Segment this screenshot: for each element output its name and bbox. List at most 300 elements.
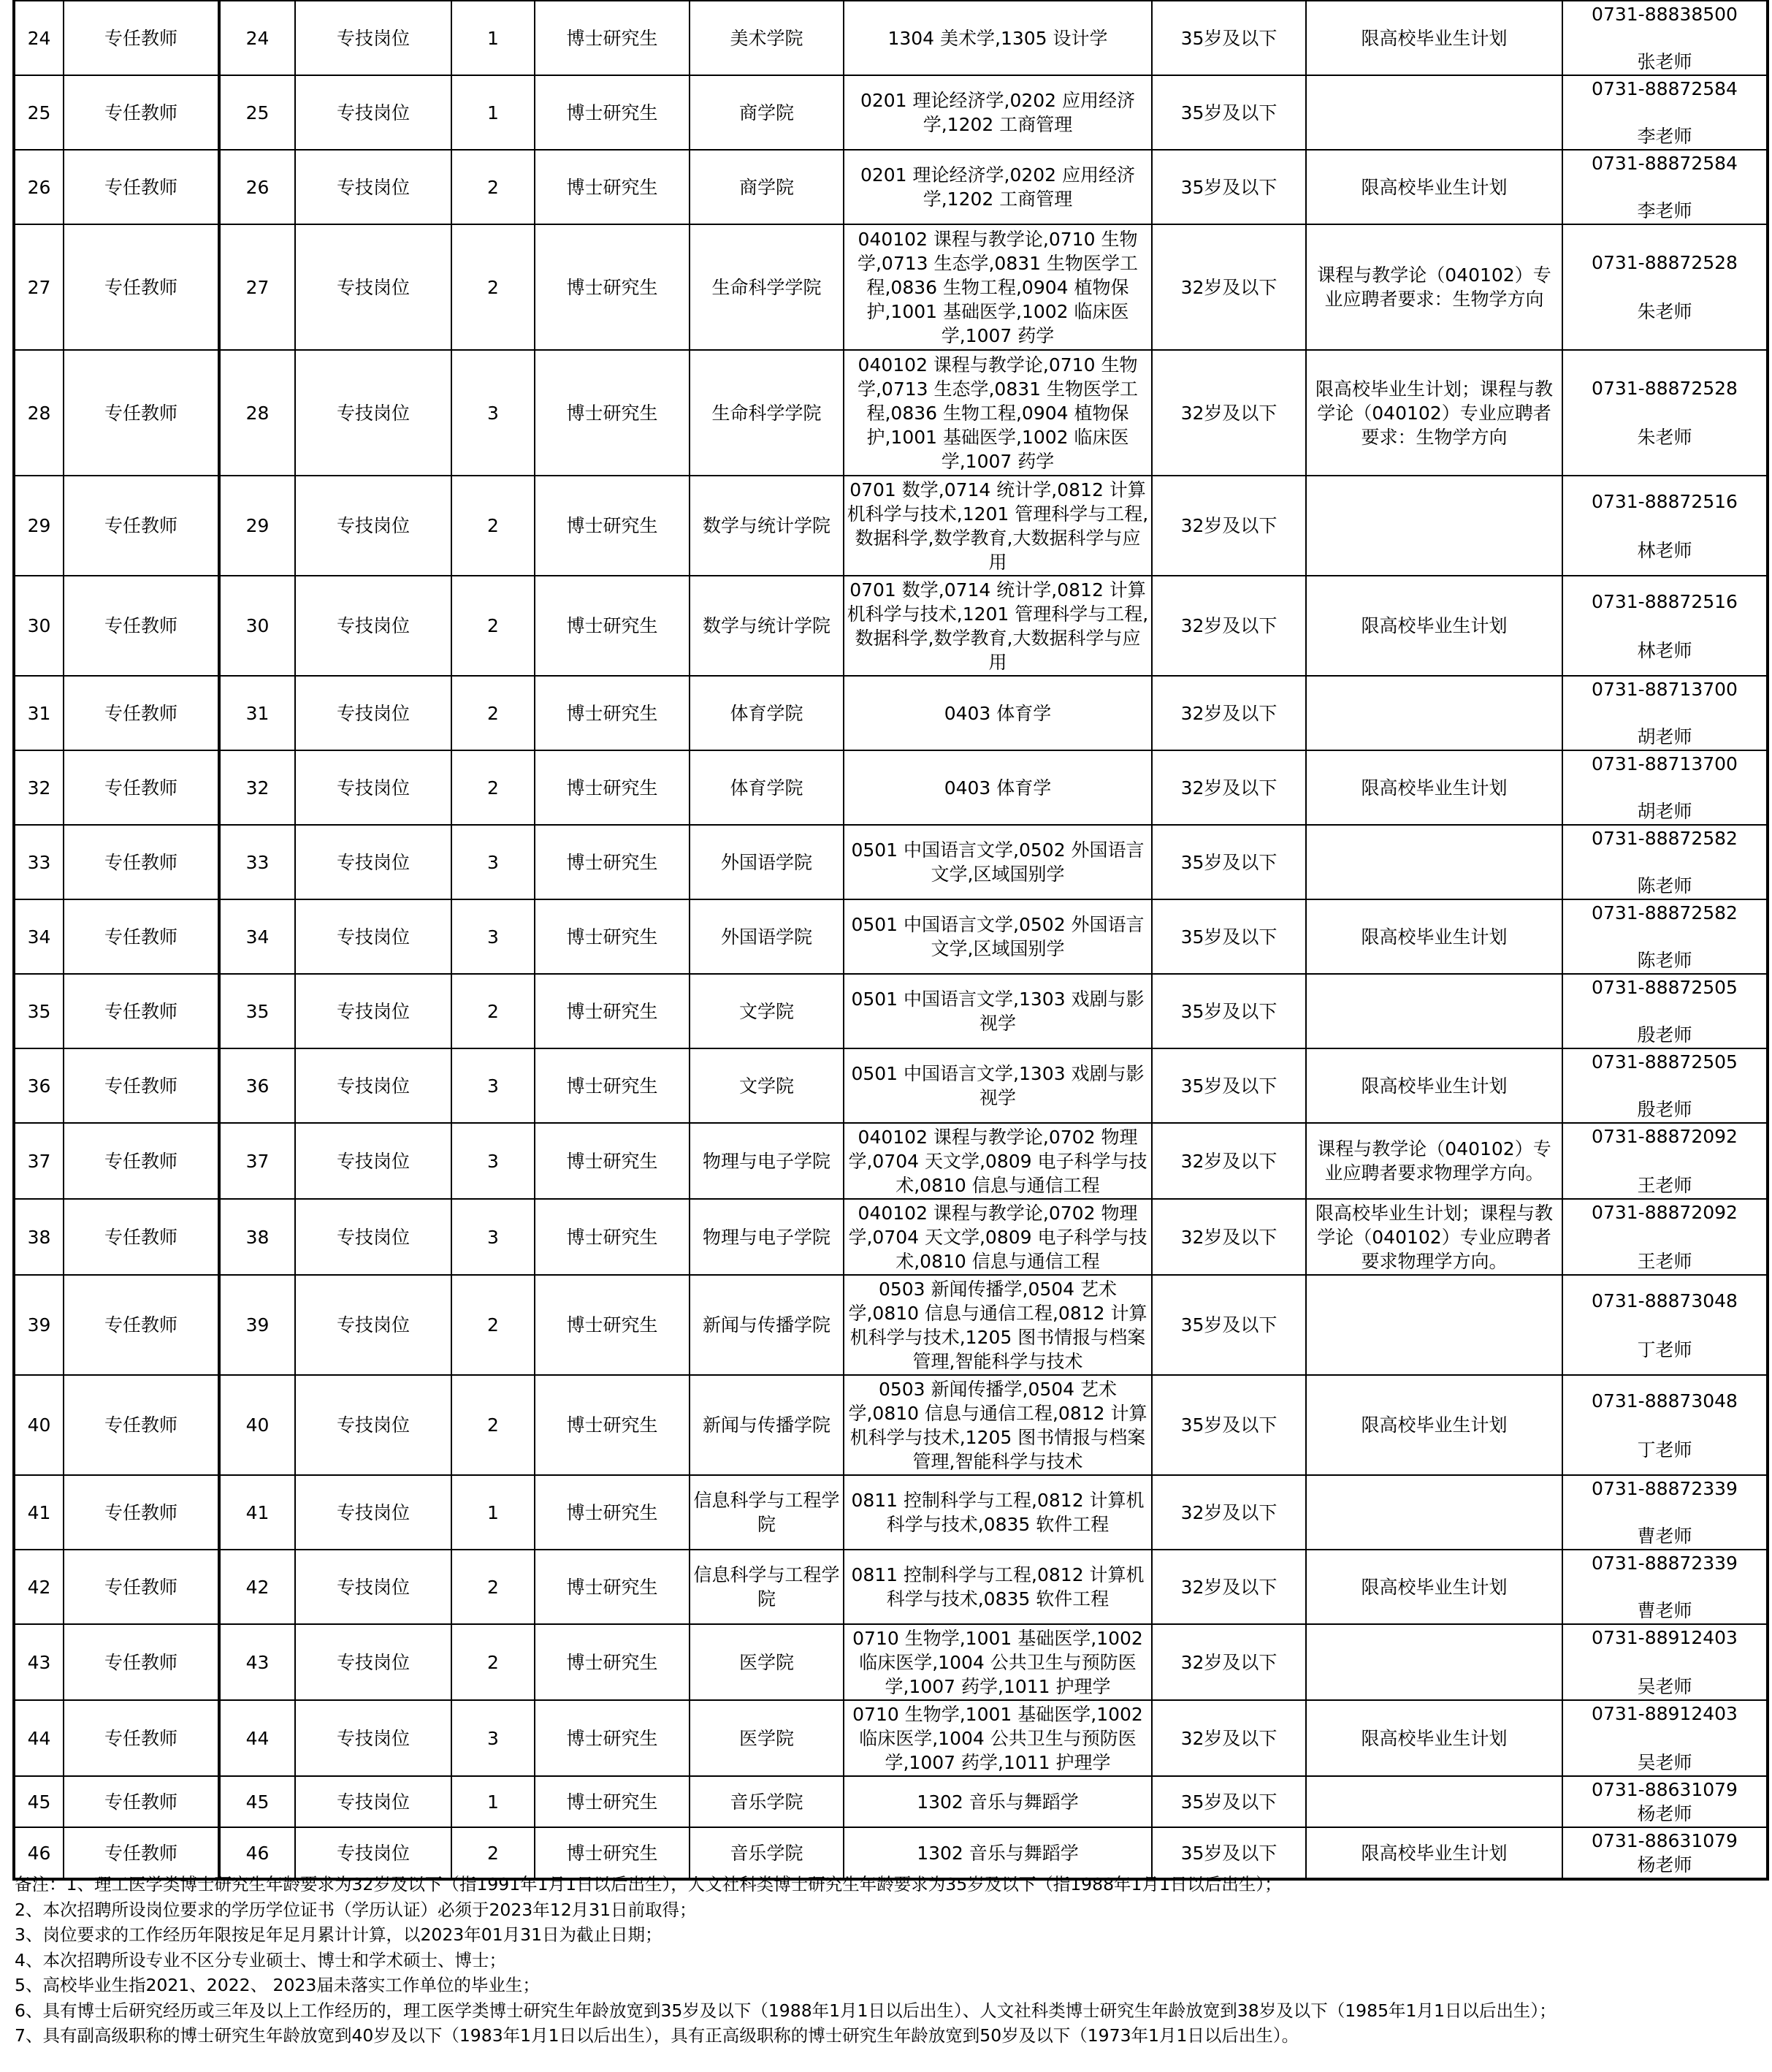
cell-post-name: 专任教师 xyxy=(64,1475,219,1550)
contact-phone: 0731-88872339 xyxy=(1592,1478,1738,1499)
cell-education: 博士研究生 xyxy=(535,1199,690,1275)
cell-education: 博士研究生 xyxy=(535,1375,690,1475)
cell-contact xyxy=(1562,150,1768,224)
cell-department: 新闻与传播学院 xyxy=(690,1275,844,1375)
table-row xyxy=(14,1199,1768,1275)
cell-post-code: 31 xyxy=(219,676,295,750)
cell-number: 39 xyxy=(14,1275,64,1375)
cell-post-name: 专任教师 xyxy=(64,1375,219,1475)
contact-person: 陈老师 xyxy=(1637,875,1692,896)
cell-education: 博士研究生 xyxy=(535,576,690,676)
cell-post-code: 26 xyxy=(219,150,295,224)
cell-post-name: 专任教师 xyxy=(64,1550,219,1624)
cell-department: 外国语学院 xyxy=(690,825,844,899)
table-row xyxy=(14,150,1768,224)
cell-count: 2 xyxy=(451,1375,535,1475)
cell-major: 0701 数学,0714 统计学,0812 计算机科学与技术,1201 管理科学与工程,数据科学,数学教育,大数据科学与应用 xyxy=(844,476,1152,576)
cell-education: 博士研究生 xyxy=(535,1700,690,1776)
note-line-1: 备注：1、理工医学类博士研究生年龄要求为32岁及以下（指1991年1月1日以后出生），人文社科类博士研究生年龄要求为35岁及以下（指1988年1月1日以后出生）； xyxy=(15,1874,1282,1894)
cell-number: 35 xyxy=(14,974,64,1048)
cell-post-name: 专任教师 xyxy=(64,350,219,476)
cell-department: 商学院 xyxy=(690,75,844,150)
cell-major: 0501 中国语言文学,0502 外国语言文学,区域国别学 xyxy=(844,899,1152,974)
contact-phone: 0731-88713700 xyxy=(1592,753,1738,774)
cell-post-type: 专技岗位 xyxy=(295,750,451,825)
cell-age: 32岁及以下 xyxy=(1152,1550,1306,1624)
cell-post-type: 专技岗位 xyxy=(295,899,451,974)
cell-remark xyxy=(1306,825,1562,899)
cell-post-code: 30 xyxy=(219,576,295,676)
cell-department: 物理与电子学院 xyxy=(690,1123,844,1199)
note-line-6: 6、具有博士后研究经历或三年及以上工作经历的，理工医学类博士研究生年龄放宽到35岁及以下（1988年1月1日以后出生）、人文社科类博士研究生年龄放宽到38岁及以下（1985年1月1日以后出生）； xyxy=(15,2000,1557,2021)
cell-education: 博士研究生 xyxy=(535,224,690,350)
cell-education: 博士研究生 xyxy=(535,1624,690,1700)
table-row xyxy=(14,350,1768,476)
table-body xyxy=(14,1,1768,1879)
cell-number: 40 xyxy=(14,1375,64,1475)
table-row xyxy=(14,1475,1768,1550)
cell-major: 0503 新闻传播学,0504 艺术学,0810 信息与通信工程,0812 计算机科学与技术,1205 图书情报与档案管理,智能科学与技术 xyxy=(844,1375,1152,1475)
cell-contact xyxy=(1562,1475,1768,1550)
cell-post-type: 专技岗位 xyxy=(295,1048,451,1123)
cell-department: 数学与统计学院 xyxy=(690,476,844,576)
cell-department: 医学院 xyxy=(690,1624,844,1700)
cell-post-type: 专技岗位 xyxy=(295,476,451,576)
cell-education: 博士研究生 xyxy=(535,1827,690,1879)
contact-person: 王老师 xyxy=(1637,1175,1692,1196)
cell-count: 2 xyxy=(451,676,535,750)
cell-age: 35岁及以下 xyxy=(1152,1827,1306,1879)
table-row xyxy=(14,676,1768,750)
cell-post-name: 专任教师 xyxy=(64,476,219,576)
note-line-3: 3、岗位要求的工作经历年限按足年足月累计计算，以2023年01月31日为截止日期； xyxy=(15,1924,662,1945)
cell-post-name: 专任教师 xyxy=(64,1624,219,1700)
cell-post-code: 40 xyxy=(219,1375,295,1475)
contact-person: 吴老师 xyxy=(1637,1752,1692,1773)
cell-contact xyxy=(1562,1,1768,75)
cell-remark xyxy=(1306,1624,1562,1700)
cell-age: 35岁及以下 xyxy=(1152,150,1306,224)
contact-person: 殷老师 xyxy=(1637,1024,1692,1045)
contact-phone: 0731-88872528 xyxy=(1592,252,1738,273)
cell-post-code: 33 xyxy=(219,825,295,899)
cell-department: 商学院 xyxy=(690,150,844,224)
cell-contact xyxy=(1562,1275,1768,1375)
cell-count: 2 xyxy=(451,1275,535,1375)
contact-person: 曹老师 xyxy=(1637,1600,1692,1621)
cell-post-code: 44 xyxy=(219,1700,295,1776)
cell-contact xyxy=(1562,1776,1768,1827)
recruitment-table xyxy=(12,0,1769,1881)
contact-phone: 0731-88872516 xyxy=(1592,590,1738,612)
cell-number: 45 xyxy=(14,1776,64,1827)
cell-post-code: 39 xyxy=(219,1275,295,1375)
cell-post-code: 24 xyxy=(219,1,295,75)
cell-post-type: 专技岗位 xyxy=(295,1123,451,1199)
table-row xyxy=(14,476,1768,576)
cell-post-code: 32 xyxy=(219,750,295,825)
cell-major: 1304 美术学,1305 设计学 xyxy=(844,1,1152,75)
cell-department: 体育学院 xyxy=(690,750,844,825)
cell-education: 博士研究生 xyxy=(535,150,690,224)
cell-department: 信息科学与工程学院 xyxy=(690,1475,844,1550)
cell-post-code: 43 xyxy=(219,1624,295,1700)
cell-post-type: 专技岗位 xyxy=(295,676,451,750)
cell-count: 2 xyxy=(451,476,535,576)
cell-post-type: 专技岗位 xyxy=(295,1827,451,1879)
cell-contact xyxy=(1562,1550,1768,1624)
cell-post-code: 35 xyxy=(219,974,295,1048)
cell-post-type: 专技岗位 xyxy=(295,350,451,476)
table-row xyxy=(14,1048,1768,1123)
cell-count: 1 xyxy=(451,1475,535,1550)
cell-major: 040102 课程与教学论,0710 生物学,0713 生态学,0831 生物医学工程,0836 生物工程,0904 植物保护,1001 基础医学,1002 临床医学,1007 药学 xyxy=(844,350,1152,476)
contact-phone: 0731-88872584 xyxy=(1592,153,1738,174)
cell-age: 32岁及以下 xyxy=(1152,750,1306,825)
contact-phone: 0731-88912403 xyxy=(1592,1703,1738,1724)
cell-number: 41 xyxy=(14,1475,64,1550)
cell-contact xyxy=(1562,350,1768,476)
cell-age: 35岁及以下 xyxy=(1152,825,1306,899)
cell-contact xyxy=(1562,1199,1768,1275)
cell-remark: 限高校毕业生计划 xyxy=(1306,1700,1562,1776)
contact-person: 王老师 xyxy=(1637,1251,1692,1272)
cell-remark: 限高校毕业生计划；课程与教学论（040102）专业应聘者要求：生物学方向 xyxy=(1306,350,1562,476)
notes-section xyxy=(15,1872,1768,2049)
cell-education: 博士研究生 xyxy=(535,974,690,1048)
cell-number: 43 xyxy=(14,1624,64,1700)
table-row xyxy=(14,1624,1768,1700)
contact-person: 林老师 xyxy=(1637,539,1692,561)
contact-person: 丁老师 xyxy=(1637,1338,1692,1360)
table-row xyxy=(14,224,1768,350)
cell-post-code: 36 xyxy=(219,1048,295,1123)
cell-count: 3 xyxy=(451,1048,535,1123)
cell-department: 物理与电子学院 xyxy=(690,1199,844,1275)
note-line-4: 4、本次招聘所设专业不区分专业硕士、博士和学术硕士、博士； xyxy=(15,1949,506,1970)
cell-department: 文学院 xyxy=(690,974,844,1048)
cell-remark: 限高校毕业生计划 xyxy=(1306,899,1562,974)
contact-phone: 0731-88872582 xyxy=(1592,828,1738,849)
cell-post-name: 专任教师 xyxy=(64,825,219,899)
cell-number: 29 xyxy=(14,476,64,576)
cell-post-type: 专技岗位 xyxy=(295,974,451,1048)
cell-number: 32 xyxy=(14,750,64,825)
cell-count: 2 xyxy=(451,1550,535,1624)
cell-remark: 课程与教学论（040102）专业应聘者要求物理学方向。 xyxy=(1306,1123,1562,1199)
contact-phone: 0731-88872339 xyxy=(1592,1553,1738,1574)
cell-age: 32岁及以下 xyxy=(1152,476,1306,576)
cell-post-code: 41 xyxy=(219,1475,295,1550)
cell-contact xyxy=(1562,676,1768,750)
cell-age: 35岁及以下 xyxy=(1152,899,1306,974)
table-row xyxy=(14,1123,1768,1199)
cell-age: 32岁及以下 xyxy=(1152,1123,1306,1199)
cell-count: 2 xyxy=(451,150,535,224)
cell-education: 博士研究生 xyxy=(535,1123,690,1199)
contact-phone: 0731-88873048 xyxy=(1592,1390,1738,1412)
cell-age: 32岁及以下 xyxy=(1152,1475,1306,1550)
contact-person: 胡老师 xyxy=(1637,801,1692,822)
cell-department: 新闻与传播学院 xyxy=(690,1375,844,1475)
note-line-2: 2、本次招聘所设岗位要求的学历学位证书（学历认证）必须于2023年12月31日前取得； xyxy=(15,1899,697,1920)
cell-contact xyxy=(1562,75,1768,150)
contact-phone: 0731-88872505 xyxy=(1592,977,1738,998)
cell-number: 44 xyxy=(14,1700,64,1776)
cell-post-code: 29 xyxy=(219,476,295,576)
cell-number: 37 xyxy=(14,1123,64,1199)
note-line-5: 5、高校毕业生指2021、2022、 2023届未落实工作单位的毕业生； xyxy=(15,1975,540,1995)
contact-phone: 0731-88631079 xyxy=(1592,1779,1738,1800)
cell-education: 博士研究生 xyxy=(535,1550,690,1624)
cell-major: 0701 数学,0714 统计学,0812 计算机科学与技术,1201 管理科学与工程,数据科学,数学教育,大数据科学与应用 xyxy=(844,576,1152,676)
cell-count: 3 xyxy=(451,899,535,974)
contact-phone: 0731-88872092 xyxy=(1592,1126,1738,1147)
contact-person: 胡老师 xyxy=(1637,726,1692,747)
cell-number: 34 xyxy=(14,899,64,974)
cell-post-type: 专技岗位 xyxy=(295,1375,451,1475)
cell-major: 0403 体育学 xyxy=(844,750,1152,825)
cell-major: 0501 中国语言文学,1303 戏剧与影视学 xyxy=(844,974,1152,1048)
cell-post-type: 专技岗位 xyxy=(295,576,451,676)
cell-post-name: 专任教师 xyxy=(64,576,219,676)
cell-post-type: 专技岗位 xyxy=(295,1776,451,1827)
cell-post-name: 专任教师 xyxy=(64,1,219,75)
cell-age: 35岁及以下 xyxy=(1152,1,1306,75)
cell-number: 24 xyxy=(14,1,64,75)
cell-major: 0201 理论经济学,0202 应用经济学,1202 工商管理 xyxy=(844,75,1152,150)
cell-post-code: 34 xyxy=(219,899,295,974)
cell-education: 博士研究生 xyxy=(535,1048,690,1123)
cell-post-name: 专任教师 xyxy=(64,750,219,825)
cell-post-type: 专技岗位 xyxy=(295,150,451,224)
cell-post-name: 专任教师 xyxy=(64,974,219,1048)
cell-count: 2 xyxy=(451,576,535,676)
cell-education: 博士研究生 xyxy=(535,1,690,75)
cell-age: 32岁及以下 xyxy=(1152,350,1306,476)
cell-department: 音乐学院 xyxy=(690,1827,844,1879)
cell-post-code: 42 xyxy=(219,1550,295,1624)
cell-education: 博士研究生 xyxy=(535,476,690,576)
cell-major: 0503 新闻传播学,0504 艺术学,0810 信息与通信工程,0812 计算机科学与技术,1205 图书情报与档案管理,智能科学与技术 xyxy=(844,1275,1152,1375)
cell-remark: 限高校毕业生计划 xyxy=(1306,1827,1562,1879)
cell-age: 32岁及以下 xyxy=(1152,1700,1306,1776)
cell-number: 36 xyxy=(14,1048,64,1123)
cell-number: 27 xyxy=(14,224,64,350)
contact-phone: 0731-88872582 xyxy=(1592,902,1738,923)
cell-post-type: 专技岗位 xyxy=(295,1550,451,1624)
cell-contact xyxy=(1562,899,1768,974)
contact-person: 陈老师 xyxy=(1637,950,1692,971)
cell-number: 38 xyxy=(14,1199,64,1275)
cell-contact xyxy=(1562,974,1768,1048)
cell-number: 42 xyxy=(14,1550,64,1624)
cell-count: 3 xyxy=(451,1700,535,1776)
table-row xyxy=(14,1,1768,75)
cell-post-code: 38 xyxy=(219,1199,295,1275)
table-row xyxy=(14,750,1768,825)
cell-education: 博士研究生 xyxy=(535,825,690,899)
cell-contact xyxy=(1562,224,1768,350)
cell-contact xyxy=(1562,825,1768,899)
cell-count: 2 xyxy=(451,750,535,825)
cell-post-code: 37 xyxy=(219,1123,295,1199)
cell-number: 26 xyxy=(14,150,64,224)
cell-remark: 限高校毕业生计划 xyxy=(1306,1550,1562,1624)
cell-count: 2 xyxy=(451,974,535,1048)
cell-department: 美术学院 xyxy=(690,1,844,75)
cell-department: 数学与统计学院 xyxy=(690,576,844,676)
table-row xyxy=(14,1550,1768,1624)
table-row xyxy=(14,1375,1768,1475)
contact-phone: 0731-88631079 xyxy=(1592,1830,1738,1851)
cell-post-type: 专技岗位 xyxy=(295,1700,451,1776)
cell-age: 35岁及以下 xyxy=(1152,1275,1306,1375)
contact-phone: 0731-88872505 xyxy=(1592,1051,1738,1073)
cell-post-code: 28 xyxy=(219,350,295,476)
contact-person: 杨老师 xyxy=(1637,1854,1692,1875)
cell-post-code: 46 xyxy=(219,1827,295,1879)
cell-post-name: 专任教师 xyxy=(64,1048,219,1123)
cell-education: 博士研究生 xyxy=(535,899,690,974)
cell-post-type: 专技岗位 xyxy=(295,1275,451,1375)
cell-education: 博士研究生 xyxy=(535,1475,690,1550)
cell-department: 生命科学学院 xyxy=(690,350,844,476)
contact-person: 李老师 xyxy=(1637,200,1692,221)
cell-major: 0811 控制科学与工程,0812 计算机科学与技术,0835 软件工程 xyxy=(844,1475,1152,1550)
cell-remark: 限高校毕业生计划 xyxy=(1306,1048,1562,1123)
cell-post-name: 专任教师 xyxy=(64,75,219,150)
cell-major: 040102 课程与教学论,0702 物理学,0704 天文学,0809 电子科学与技术,0810 信息与通信工程 xyxy=(844,1123,1152,1199)
cell-age: 35岁及以下 xyxy=(1152,1375,1306,1475)
recruitment-table-sheet xyxy=(12,0,1766,1881)
table-row xyxy=(14,899,1768,974)
table-row xyxy=(14,1700,1768,1776)
cell-department: 音乐学院 xyxy=(690,1776,844,1827)
cell-department: 文学院 xyxy=(690,1048,844,1123)
cell-major: 0501 中国语言文学,1303 戏剧与影视学 xyxy=(844,1048,1152,1123)
contact-person: 朱老师 xyxy=(1637,301,1692,322)
cell-post-type: 专技岗位 xyxy=(295,75,451,150)
cell-education: 博士研究生 xyxy=(535,676,690,750)
cell-post-code: 25 xyxy=(219,75,295,150)
cell-major: 0710 生物学,1001 基础医学,1002 临床医学,1004 公共卫生与预防医学,1007 药学,1011 护理学 xyxy=(844,1624,1152,1700)
cell-education: 博士研究生 xyxy=(535,1275,690,1375)
cell-remark: 课程与教学论（040102）专业应聘者要求：生物学方向 xyxy=(1306,224,1562,350)
cell-age: 32岁及以下 xyxy=(1152,224,1306,350)
cell-age: 35岁及以下 xyxy=(1152,1776,1306,1827)
cell-department: 医学院 xyxy=(690,1700,844,1776)
cell-post-type: 专技岗位 xyxy=(295,1199,451,1275)
cell-post-code: 27 xyxy=(219,224,295,350)
cell-post-name: 专任教师 xyxy=(64,150,219,224)
cell-contact xyxy=(1562,1700,1768,1776)
cell-education: 博士研究生 xyxy=(535,750,690,825)
cell-contact xyxy=(1562,1624,1768,1700)
contact-person: 林老师 xyxy=(1637,639,1692,661)
contact-person: 李老师 xyxy=(1637,126,1692,147)
cell-major: 040102 课程与教学论,0702 物理学,0704 天文学,0809 电子科学与技术,0810 信息与通信工程 xyxy=(844,1199,1152,1275)
cell-post-code: 45 xyxy=(219,1776,295,1827)
cell-post-name: 专任教师 xyxy=(64,1827,219,1879)
cell-remark: 限高校毕业生计划 xyxy=(1306,750,1562,825)
cell-department: 信息科学与工程学院 xyxy=(690,1550,844,1624)
cell-major: 1302 音乐与舞蹈学 xyxy=(844,1776,1152,1827)
contact-person: 曹老师 xyxy=(1637,1526,1692,1547)
cell-major: 0403 体育学 xyxy=(844,676,1152,750)
cell-post-name: 专任教师 xyxy=(64,224,219,350)
cell-number: 46 xyxy=(14,1827,64,1879)
contact-person: 杨老师 xyxy=(1637,1803,1692,1824)
cell-major: 040102 课程与教学论,0710 生物学,0713 生态学,0831 生物医学工程,0836 生物工程,0904 植物保护,1001 基础医学,1002 临床医学,1007 药学 xyxy=(844,224,1152,350)
contact-phone: 0731-88838500 xyxy=(1592,4,1738,25)
table-row xyxy=(14,75,1768,150)
cell-post-type: 专技岗位 xyxy=(295,1624,451,1700)
cell-age: 32岁及以下 xyxy=(1152,1199,1306,1275)
contact-phone: 0731-88872092 xyxy=(1592,1202,1738,1223)
table-row xyxy=(14,974,1768,1048)
cell-number: 30 xyxy=(14,576,64,676)
cell-post-name: 专任教师 xyxy=(64,899,219,974)
cell-major: 0501 中国语言文学,0502 外国语言文学,区域国别学 xyxy=(844,825,1152,899)
cell-contact xyxy=(1562,1123,1768,1199)
contact-phone: 0731-88872584 xyxy=(1592,78,1738,99)
cell-count: 2 xyxy=(451,1624,535,1700)
cell-age: 35岁及以下 xyxy=(1152,1048,1306,1123)
cell-post-name: 专任教师 xyxy=(64,676,219,750)
cell-count: 2 xyxy=(451,224,535,350)
cell-age: 35岁及以下 xyxy=(1152,974,1306,1048)
cell-post-name: 专任教师 xyxy=(64,1199,219,1275)
contact-person: 张老师 xyxy=(1637,51,1692,72)
cell-count: 3 xyxy=(451,1199,535,1275)
cell-age: 32岁及以下 xyxy=(1152,576,1306,676)
cell-department: 体育学院 xyxy=(690,676,844,750)
contact-phone: 0731-88713700 xyxy=(1592,679,1738,700)
table-row xyxy=(14,1776,1768,1827)
cell-remark xyxy=(1306,1776,1562,1827)
cell-post-type: 专技岗位 xyxy=(295,825,451,899)
contact-person: 朱老师 xyxy=(1637,427,1692,448)
cell-remark xyxy=(1306,676,1562,750)
cell-major: 0710 生物学,1001 基础医学,1002 临床医学,1004 公共卫生与预防医学,1007 药学,1011 护理学 xyxy=(844,1700,1152,1776)
table-row xyxy=(14,1275,1768,1375)
cell-post-name: 专任教师 xyxy=(64,1776,219,1827)
cell-count: 1 xyxy=(451,1776,535,1827)
cell-remark xyxy=(1306,1275,1562,1375)
cell-count: 3 xyxy=(451,1123,535,1199)
cell-remark: 限高校毕业生计划；课程与教学论（040102）专业应聘者要求物理学方向。 xyxy=(1306,1199,1562,1275)
cell-remark: 限高校毕业生计划 xyxy=(1306,1,1562,75)
cell-remark xyxy=(1306,974,1562,1048)
cell-remark: 限高校毕业生计划 xyxy=(1306,1375,1562,1475)
contact-phone: 0731-88872528 xyxy=(1592,378,1738,399)
cell-number: 31 xyxy=(14,676,64,750)
cell-age: 32岁及以下 xyxy=(1152,676,1306,750)
cell-number: 33 xyxy=(14,825,64,899)
cell-post-type: 专技岗位 xyxy=(295,1,451,75)
cell-age: 35岁及以下 xyxy=(1152,75,1306,150)
cell-post-name: 专任教师 xyxy=(64,1275,219,1375)
contact-phone: 0731-88872516 xyxy=(1592,490,1738,512)
cell-remark: 限高校毕业生计划 xyxy=(1306,150,1562,224)
cell-post-type: 专技岗位 xyxy=(295,1475,451,1550)
cell-post-type: 专技岗位 xyxy=(295,224,451,350)
cell-education: 博士研究生 xyxy=(535,75,690,150)
cell-department: 生命科学学院 xyxy=(690,224,844,350)
cell-major: 0811 控制科学与工程,0812 计算机科学与技术,0835 软件工程 xyxy=(844,1550,1152,1624)
cell-contact xyxy=(1562,476,1768,576)
